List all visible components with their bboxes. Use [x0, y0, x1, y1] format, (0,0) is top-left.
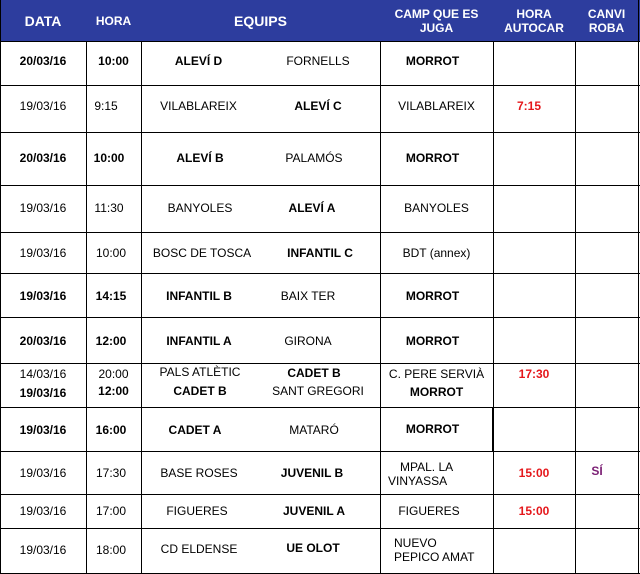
cell-local: BANYOLES [167, 201, 233, 215]
cell-hora: 16:00 [95, 423, 127, 437]
cell-hora: 17:30 [95, 466, 127, 480]
cell-data: 19/03/16 [19, 423, 67, 437]
cell-visitant: BAIX TER [280, 289, 336, 303]
cell-camp: MORROT [405, 54, 460, 68]
cell-camp: MORROT [409, 385, 464, 399]
cell-visitant: ALEVÍ C [294, 99, 342, 113]
cell-camp: MORROT [405, 151, 460, 165]
header-autocar: HORA AUTOCAR [504, 6, 564, 35]
cell-data: 19/03/16 [19, 466, 67, 480]
cell-canvi-roba: SÍ [591, 464, 603, 478]
cell-autocar: 7:15 [516, 99, 542, 113]
cell-camp: BDT (annex) [402, 246, 471, 260]
cell-camp: FIGUERES [398, 504, 460, 518]
cell-data: 19/03/16 [19, 201, 67, 215]
cell-local: INFANTIL A [166, 334, 232, 348]
cell-visitant: JUVENIL B [280, 466, 344, 480]
cell-visitant: FORNELLS [286, 54, 350, 68]
cell-data: 14/03/16 [19, 367, 67, 381]
cell-data: 20/03/16 [19, 334, 67, 348]
cell-data: 20/03/16 [19, 151, 67, 165]
cell-camp: C. PERE SERVIÀ [388, 367, 485, 381]
cell-autocar: 17:30 [518, 367, 550, 381]
cell-hora: 12:00 [98, 384, 129, 398]
cell-visitant: SANT GREGORI [272, 384, 364, 398]
cell-local: INFANTIL B [166, 289, 232, 303]
cell-camp: VILABLAREIX [398, 99, 475, 113]
header-hora: HORA [95, 13, 132, 28]
cell-hora: 11:30 [94, 201, 124, 215]
cell-camp: MPAL. LA VINYASSA [388, 460, 454, 488]
cell-hora: 17:00 [95, 504, 127, 518]
cell-local: CADET A [168, 423, 222, 437]
cell-local: FIGUERES [166, 504, 228, 518]
header-canvi-roba: CANVI ROBA [587, 6, 626, 35]
cell-local: ALEVÍ D [174, 54, 223, 68]
cell-local: BOSC DE TOSCA [152, 246, 252, 260]
cell-hora: 9:15 [94, 99, 118, 113]
cell-hora: 12:00 [95, 334, 127, 348]
cell-visitant: CADET B [287, 366, 341, 380]
cell-camp: MORROT [405, 334, 460, 348]
cell-visitant: INFANTIL C [287, 246, 353, 260]
cell-hora: 10:00 [98, 54, 129, 68]
cell-data: 19/03/16 [19, 99, 67, 113]
cell-visitant: ALEVÍ A [288, 201, 336, 215]
cell-local: ALEVÍ B [176, 151, 224, 165]
cell-local: VILABLAREIX [160, 99, 237, 113]
cell-camp: MORROT [405, 289, 460, 303]
cell-hora: 10:00 [93, 151, 125, 165]
cell-visitant: JUVENIL A [282, 504, 345, 518]
cell-local: CD ELDENSE [160, 542, 238, 556]
cell-hora: 14:15 [95, 289, 127, 303]
cell-visitant: GIRONA [284, 334, 332, 348]
cell-hora: 10:00 [95, 246, 127, 260]
cell-data: 19/03/16 [19, 543, 67, 557]
cell-camp: MORROT [405, 422, 460, 436]
cell-visitant: PALAMÓS [285, 151, 343, 165]
cell-camp: BANYOLES [404, 201, 469, 215]
cell-visitant: UE OLOT [286, 541, 340, 555]
header-camp: CAMP QUE ES JUGA [394, 6, 479, 35]
cell-data: 19/03/16 [19, 386, 67, 400]
cell-hora: 18:00 [95, 543, 127, 557]
cell-local: BASE ROSES [160, 466, 238, 480]
cell-camp: NUEVO PEPICO AMAT [394, 536, 475, 564]
cell-local: PALS ATLÈTIC [159, 365, 241, 379]
cell-data: 19/03/16 [19, 504, 67, 518]
header-equips: EQUIPS [234, 12, 287, 29]
cell-data: 19/03/16 [19, 289, 67, 303]
cell-local: CADET B [173, 384, 227, 398]
cell-hora: 20:00 [98, 367, 129, 381]
header-data: DATA [24, 12, 62, 29]
cell-visitant: MATARÓ [289, 423, 339, 437]
cell-autocar: 15:00 [518, 466, 550, 480]
cell-data: 19/03/16 [19, 246, 67, 260]
cell-autocar: 15:00 [518, 504, 550, 518]
cell-data: 20/03/16 [19, 54, 67, 68]
